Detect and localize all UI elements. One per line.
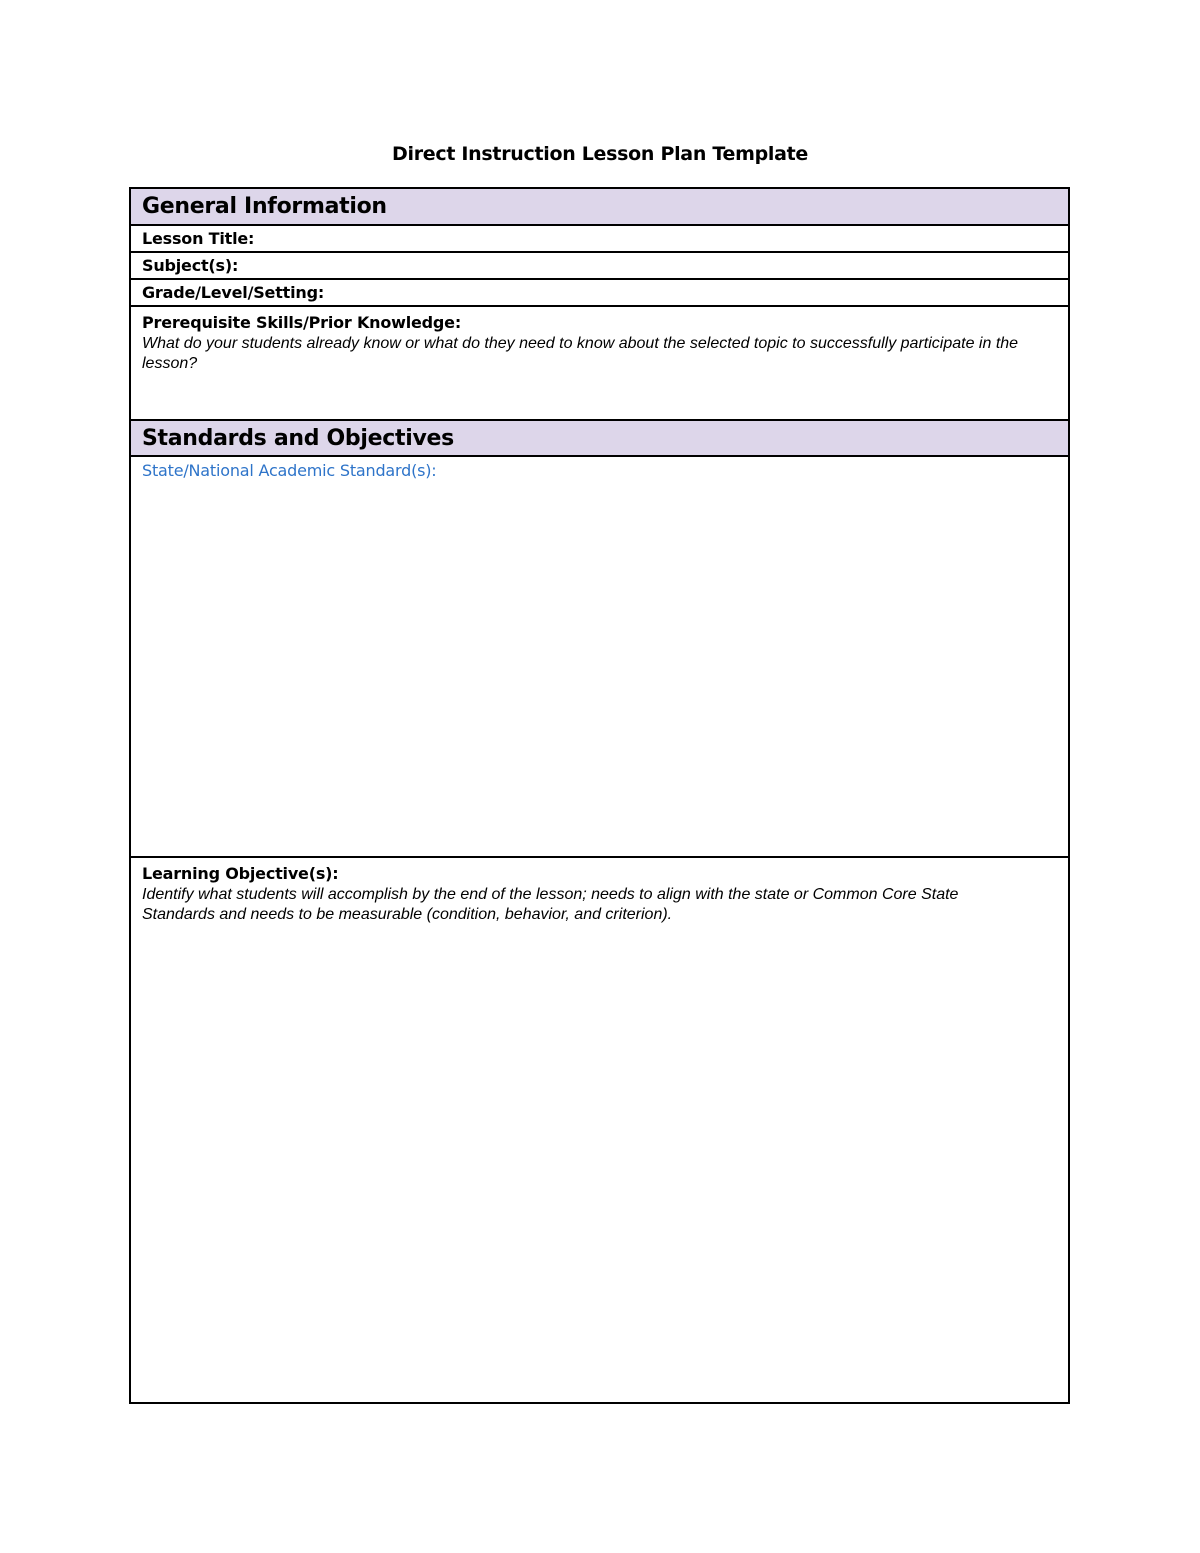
academic-standards-label: State/National Academic Standard(s): [142,461,437,480]
section-header-standards-objectives [131,421,1068,457]
prerequisite-skills-field[interactable] [131,307,1068,421]
grade-level-setting-label: Grade/Level/Setting: [142,283,325,302]
subjects-label: Subject(s): [142,256,239,275]
prerequisite-skills-hint: What do your students already know or what do they need to know about the selected topic to successfully participate in the lesson? [142,335,1019,372]
prerequisite-skills-label: Prerequisite Skills/Prior Knowledge: [142,313,462,332]
learning-objectives-field[interactable] [131,858,1068,1402]
section-title: General Information [142,194,387,219]
grade-level-setting-field[interactable] [131,280,1068,307]
lesson-plan-form [129,187,1070,1404]
learning-objectives-label: Learning Objective(s): [142,864,339,883]
lesson-title-label: Lesson Title: [142,229,255,248]
subjects-field[interactable] [131,253,1068,280]
learning-objectives-hint: Identify what students will accomplish by the end of the lesson; needs to align with the state or Common Core State Standards and needs to be measurable (condition, behavior, and criterion). [142,886,959,923]
academic-standards-field[interactable] [131,457,1068,858]
document-title: Direct Instruction Lesson Plan Template [392,143,808,165]
lesson-title-field[interactable] [131,226,1068,253]
section-header-general-information [131,189,1068,226]
section-title: Standards and Objectives [142,425,454,451]
